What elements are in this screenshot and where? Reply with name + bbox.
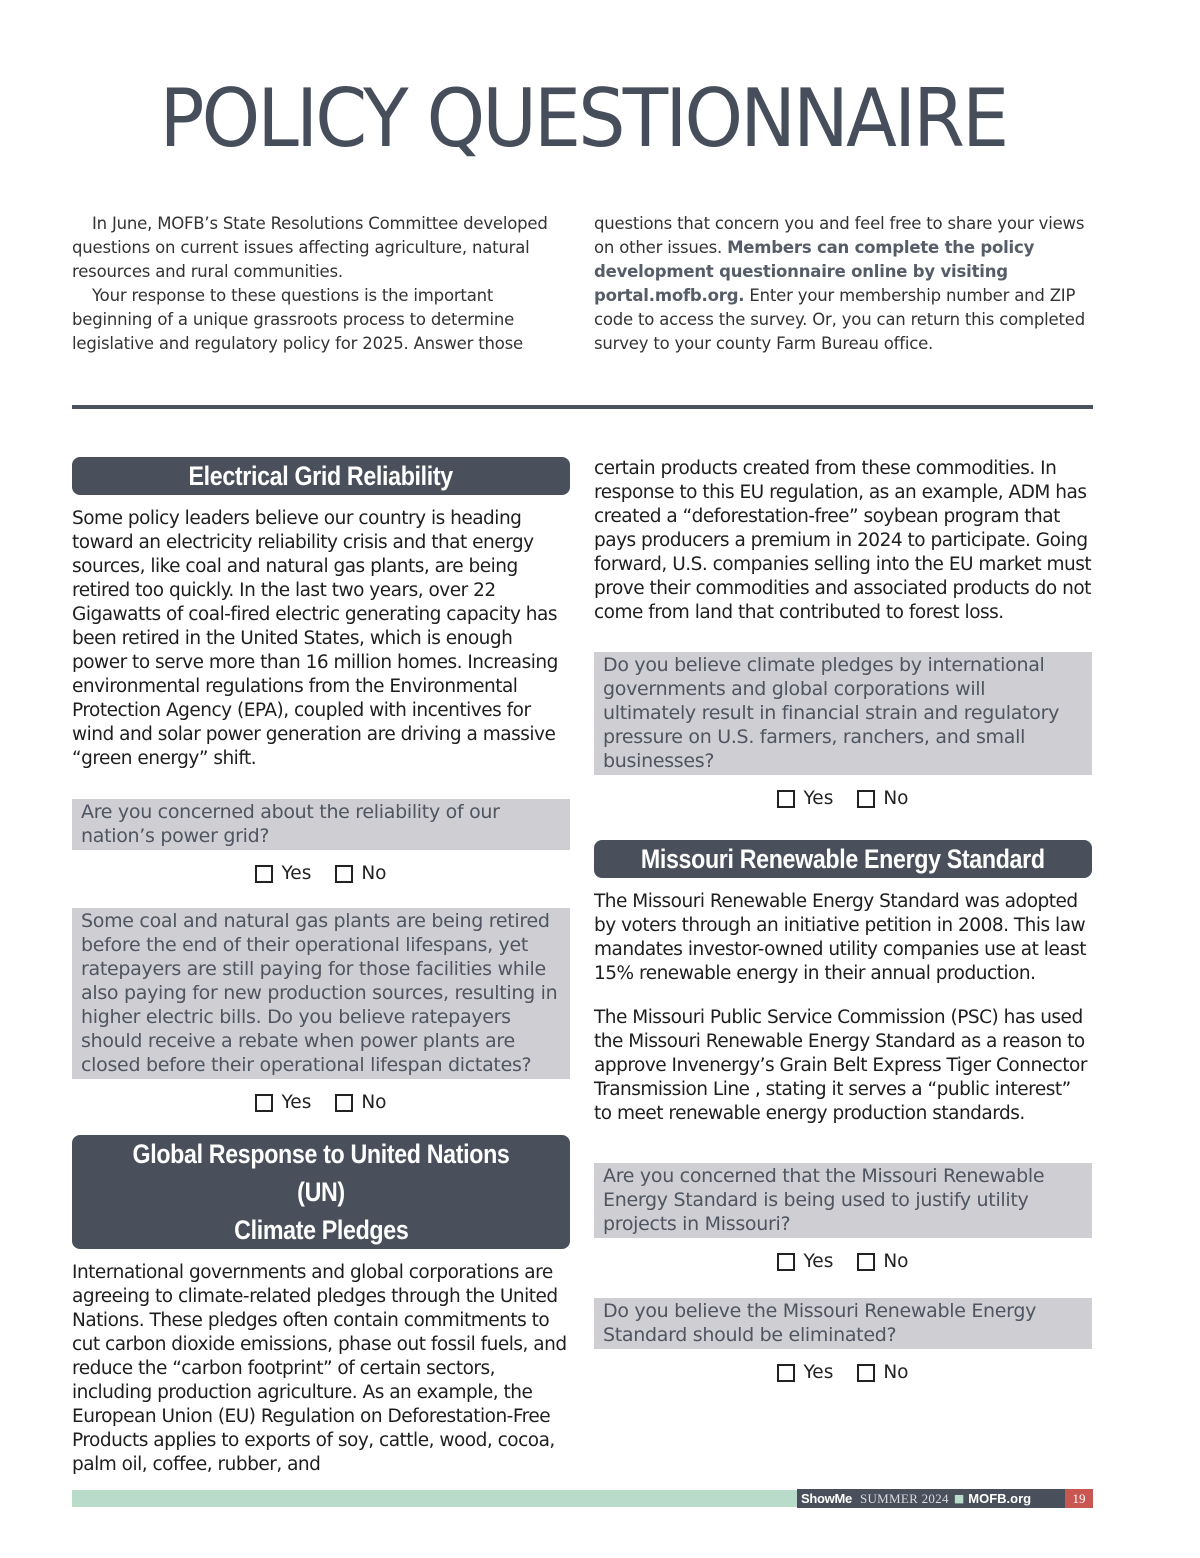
section-heading-mres: [594, 840, 1092, 878]
heading-line: [72, 1211, 570, 1249]
heading-line: [72, 1135, 570, 1211]
question-un-pledges: Do you believe climate pledges by international governments and global corporations will ultimately result in financial strain and regulatory pressure on U.S. farmers, ranchers, and small businesses?: [594, 652, 1092, 775]
section-heading-grid: [72, 457, 570, 495]
no-option[interactable]: [335, 863, 386, 884]
intro-text: questions that concern you and feel free to share your views on other issues.: [594, 214, 1085, 257]
no-label: No: [883, 1362, 909, 1383]
separator-icon: ■: [953, 1492, 965, 1505]
checkbox-icon[interactable]: [857, 1364, 875, 1382]
issue-season: SUMMER 2024: [859, 1490, 949, 1506]
portal-link-text[interactable]: Members can complete the policy development questionnaire online by visiting portal.mofb.org.: [594, 238, 1035, 305]
no-option[interactable]: [857, 1251, 908, 1272]
mres-body-2: The Missouri Public Service Commission (PSC) has used the Missouri Renewable Energy Standard as a reason to approve Invenergy’s Grain Belt Express Tiger Connector Transmission Line , stating it serves a “public interest” to meet renewable energy production standards.: [594, 1007, 1087, 1124]
checkbox-icon[interactable]: [777, 790, 795, 808]
yes-label: Yes: [281, 1092, 312, 1113]
yes-label: Yes: [803, 1362, 834, 1383]
page-title: POLICY QUESTIONNAIRE: [159, 72, 1007, 165]
no-label: No: [883, 788, 909, 809]
no-option[interactable]: [335, 1092, 386, 1113]
section-heading-un: [72, 1135, 570, 1249]
checkbox-icon[interactable]: [335, 865, 353, 883]
answer-group: [594, 1251, 1092, 1272]
intro-paragraph: Your response to these questions is the important beginning of a unique grassroots process to determine legislative and regulatory policy for 2025. Answer those: [72, 286, 523, 353]
yes-option[interactable]: [255, 863, 311, 884]
right-column: [594, 457, 1092, 1383]
checkbox-icon[interactable]: [255, 1094, 273, 1112]
heading-text: Missouri Renewable Energy Standard: [641, 844, 1045, 874]
intro-right: [594, 212, 1094, 356]
footer-bar: [72, 1490, 797, 1507]
intro-paragraph: In June, MOFB’s State Resolutions Committee developed questions on current issues affecting agriculture, natural resources and rural communities.: [72, 214, 548, 281]
intro-text: Enter your membership number and ZIP code to access the survey. Or, you can return this completed survey to your county Farm Bureau office.: [594, 286, 1085, 353]
checkbox-icon[interactable]: [255, 865, 273, 883]
no-label: No: [361, 863, 387, 884]
intro-left: [72, 212, 562, 356]
yes-label: Yes: [281, 863, 312, 884]
answer-group: [72, 1092, 570, 1113]
no-label: No: [361, 1092, 387, 1113]
yes-label: Yes: [803, 788, 834, 809]
answer-group: [594, 1362, 1092, 1383]
heading-text: Global Response to United Nations (UN): [132, 1139, 510, 1207]
answer-group: [594, 788, 1092, 809]
yes-option[interactable]: [255, 1092, 311, 1113]
heading-text: Electrical Grid Reliability: [188, 461, 454, 491]
magazine-brand: ShowMe: [801, 1491, 852, 1506]
no-label: No: [883, 1251, 909, 1272]
yes-label: Yes: [803, 1251, 834, 1272]
no-option[interactable]: [857, 788, 908, 809]
yes-option[interactable]: [777, 1251, 833, 1272]
left-column: [72, 457, 570, 1477]
checkbox-icon[interactable]: [777, 1253, 795, 1271]
un-body: International governments and global corporations are agreeing to climate-related pledges through the United Nations. These pledges often contain commitments to cut carbon dioxide emissions, phase out fossil fuels, and reduce the “carbon footprint” of certain sectors, including production agriculture. As an example, the European Union (EU) Regulation on Deforestation-Free Products applies to exports of soy, cattle, wood, cocoa, palm oil, coffee, rubber, and: [72, 1262, 567, 1475]
un-body-continued: certain products created from these commodities. In response to this EU regulation, as an example, ADM has created a “deforestation-free” soybean program that pays producers a premium in 2024 to participate. Going forward, U.S. companies selling into the EU market must prove their commodities and associated products do not come from land that contributed to forest loss.: [594, 458, 1092, 623]
checkbox-icon[interactable]: [777, 1364, 795, 1382]
intro-paragraph: [594, 212, 1094, 356]
checkbox-icon[interactable]: [857, 1253, 875, 1271]
divider: [72, 405, 1093, 409]
page-number: 19: [1065, 1489, 1093, 1508]
no-option[interactable]: [857, 1362, 908, 1383]
mres-body-1: The Missouri Renewable Energy Standard was adopted by voters through an initiative petition in 2008. This law mandates investor-owned utility companies use at least 15% renewable energy in their annual production.: [594, 891, 1087, 984]
checkbox-icon[interactable]: [335, 1094, 353, 1112]
question-grid-reliability: Are you concerned about the reliability of our nation’s power grid?: [72, 799, 570, 850]
answer-group: [72, 863, 570, 884]
question-grid-rebate: Some coal and natural gas plants are being retired before the end of their operational lifespans, yet ratepayers are still paying for those facilities while also paying for new production sources, resulting in higher electric bills. Do you believe ratepayers should receive a rebate when power plants are closed before their operational lifespan dictates?: [72, 908, 570, 1079]
checkbox-icon[interactable]: [857, 790, 875, 808]
footer-band: [797, 1489, 1093, 1508]
question-mres-concern: Are you concerned that the Missouri Renewable Energy Standard is being used to justify utility projects in Missouri?: [594, 1163, 1092, 1238]
heading-text: Climate Pledges: [233, 1215, 409, 1245]
yes-option[interactable]: [777, 788, 833, 809]
website-text: MOFB.org: [968, 1491, 1032, 1506]
grid-body: Some policy leaders believe our country is heading toward an electricity reliability crisis and that energy sources, like coal and natural gas plants, are being retired too quickly. In the last two years, over 22 Gigawatts of coal-fired electric generating capacity has been retired in the United States, which is enough power to serve more than 16 million homes. Increasing environmental regulations from the Environmental Protection Agency (EPA), coupled with incentives for wind and solar power generation are driving a massive “green energy” shift.: [72, 508, 558, 769]
yes-option[interactable]: [777, 1362, 833, 1383]
question-mres-eliminate: Do you believe the Missouri Renewable Energy Standard should be eliminated?: [594, 1298, 1092, 1349]
